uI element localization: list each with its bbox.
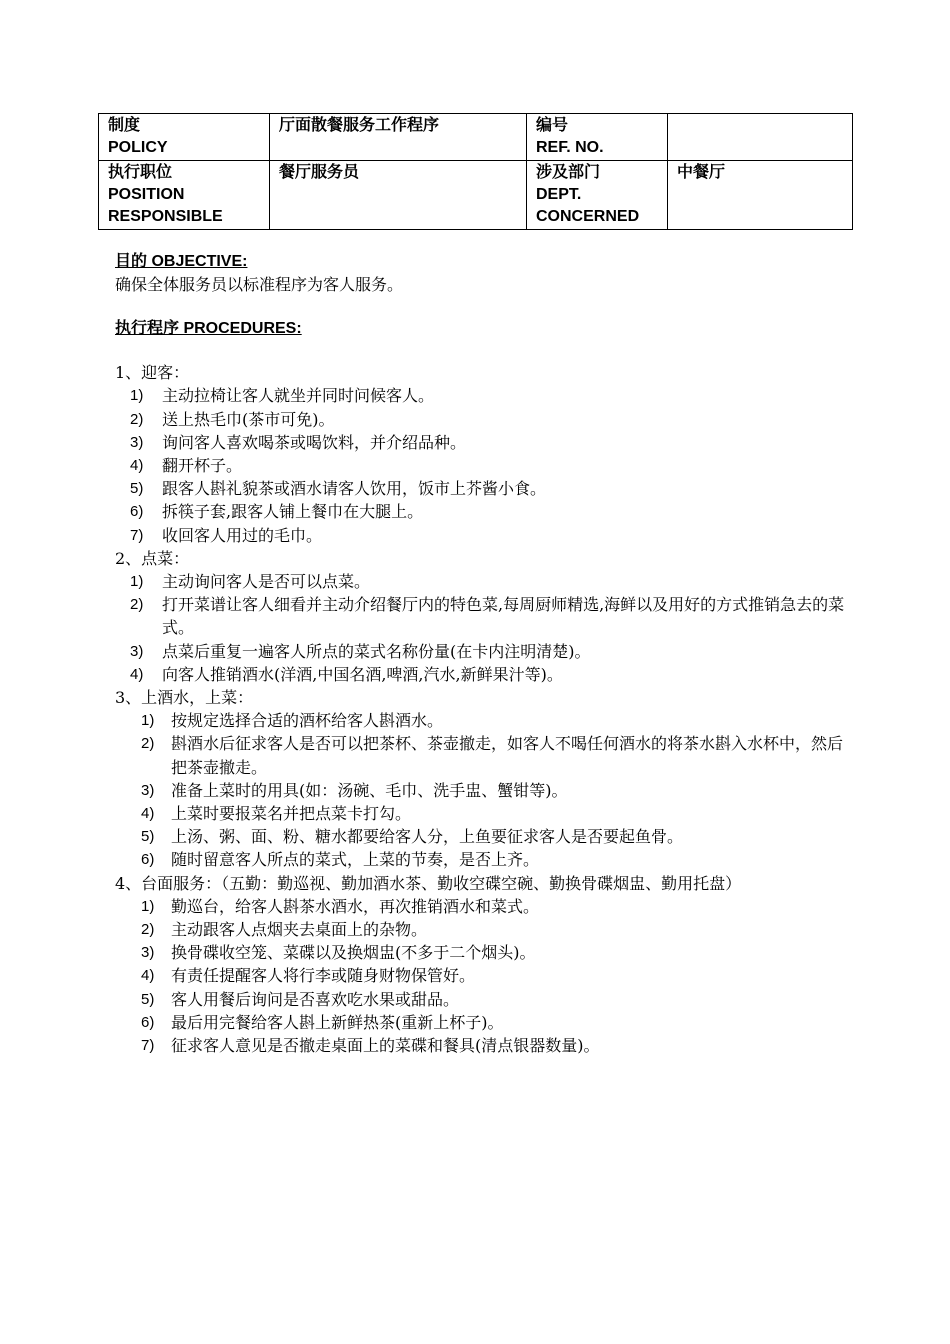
policy-label-cn: 制度 (108, 117, 141, 134)
list-item (115, 988, 855, 1011)
list-item (115, 640, 855, 663)
list-item (115, 732, 855, 778)
item-text: 最后用完餐给客人斟上新鲜热茶(重新上杯子)。 (171, 1012, 504, 1032)
list-item (115, 500, 855, 523)
item-number: 6) (141, 1013, 155, 1031)
item-number: 4) (130, 665, 144, 683)
item-number: 2) (130, 410, 144, 428)
section-item-list (115, 709, 855, 871)
section-item-list (115, 570, 855, 686)
section-title: 3、上酒水，上菜： (115, 688, 254, 708)
item-text: 主动跟客人点烟夹去桌面上的杂物。 (171, 920, 428, 940)
policy-value-cell (270, 114, 527, 161)
item-text: 主动拉椅让客人就坐并同时问候客人。 (162, 386, 435, 406)
list-item (115, 825, 855, 848)
header-row-position (99, 161, 853, 230)
policy-header-table (98, 113, 853, 230)
item-text: 客人用餐后询问是否喜欢吃水果或甜品。 (171, 989, 460, 1009)
item-number: 4) (141, 967, 155, 985)
objective-text: 确保全体服务员以标准程序为客人服务。 (115, 275, 404, 294)
item-text: 勤巡台，给客人斟茶水酒水，再次推销酒水和菜式。 (171, 896, 540, 916)
dept-label-en-1: DEPT. (536, 186, 582, 203)
document-body (115, 250, 855, 1057)
list-item (115, 802, 855, 825)
item-number: 5) (141, 828, 155, 846)
position-value: 餐厅服务员 (279, 164, 360, 181)
item-number: 4) (141, 805, 155, 823)
dept-label-en-2: CONCERNED (536, 208, 640, 225)
position-label-cn: 执行职位 (108, 164, 173, 181)
list-item (115, 964, 855, 987)
section-item-list (115, 895, 855, 1057)
list-item (115, 663, 855, 686)
item-number: 6) (130, 503, 144, 521)
ref-no-value-cell (668, 114, 853, 161)
list-item (115, 918, 855, 941)
item-number: 3) (130, 433, 144, 451)
item-number: 2) (141, 735, 155, 753)
item-number: 6) (141, 851, 155, 869)
item-text: 准备上菜时的用具(如：汤碗、毛巾、洗手盅、蟹钳等)。 (171, 780, 568, 800)
dept-label-cn: 涉及部门 (536, 164, 601, 181)
dept-value-cell (668, 161, 853, 230)
item-number: 1) (141, 712, 155, 730)
policy-label-en: POLICY (108, 139, 168, 156)
ref-no-label-en: REF. NO. (536, 139, 604, 156)
objective-heading: 目的 OBJECTIVE: (115, 253, 248, 270)
item-text: 换骨碟收空笼、菜碟以及换烟盅(不多于二个烟头)。 (171, 943, 536, 963)
list-item (115, 384, 855, 407)
section-title: 2、点菜： (115, 548, 190, 568)
list-item (115, 408, 855, 431)
list-item (115, 477, 855, 500)
item-text: 收回客人用过的毛巾。 (162, 525, 323, 545)
list-item (115, 431, 855, 454)
item-number: 2) (130, 596, 144, 614)
list-item (115, 1011, 855, 1034)
item-text: 点菜后重复一遍客人所点的菜式名称份量(在卡内注明清楚)。 (162, 641, 591, 661)
item-number: 7) (130, 526, 144, 544)
item-text: 斟酒水后征求客人是否可以把茶杯、茶壶撤走，如客人不喝任何酒水的将茶水斟入水杯中，然后把茶壶撤走。 (171, 734, 844, 777)
section-title: 4、台面服务：（五勤：勤巡视、勤加酒水茶、勤收空碟空碗、勤换骨碟烟盅、勤用托盘） (115, 873, 742, 893)
item-text: 打开菜谱让客人细看并主动介绍餐厅内的特色菜,每周厨师精选,海鲜以及用好的方式推销急去的菜式。 (162, 595, 845, 638)
item-number: 1) (130, 573, 144, 591)
list-item (115, 593, 855, 639)
item-number: 2) (141, 921, 155, 939)
item-text: 跟客人斟礼貌茶或酒水请客人饮用，饭市上芥酱小食。 (162, 479, 547, 499)
item-number: 3) (141, 944, 155, 962)
item-text: 送上热毛巾(茶市可免)。 (162, 409, 335, 429)
dept-value: 中餐厅 (677, 164, 726, 181)
item-text: 随时留意客人所点的菜式，上菜的节奏，是否上齐。 (171, 850, 540, 870)
item-number: 1) (141, 897, 155, 915)
section-item-list (115, 384, 855, 546)
position-value-cell (270, 161, 527, 230)
item-number: 3) (141, 781, 155, 799)
item-text: 征求客人意见是否撤走桌面上的菜碟和餐具(清点银器数量)。 (171, 1036, 600, 1056)
list-item (115, 1034, 855, 1057)
item-text: 向客人推销酒水(洋酒,中国名酒,啤酒,汽水,新鲜果汁等)。 (162, 664, 563, 684)
list-item (115, 524, 855, 547)
ref-no-label-cn: 编号 (536, 117, 569, 134)
position-label-cell (99, 161, 270, 230)
list-item (115, 848, 855, 871)
item-number: 5) (141, 990, 155, 1008)
item-text: 有责任提醒客人将行李或随身财物保管好。 (171, 966, 476, 986)
list-item (115, 779, 855, 802)
policy-value: 厅面散餐服务工作程序 (279, 117, 440, 134)
policy-label-cell (99, 114, 270, 161)
list-item (115, 895, 855, 918)
item-number: 1) (130, 387, 144, 405)
list-item (115, 454, 855, 477)
list-item (115, 709, 855, 732)
list-item (115, 570, 855, 593)
dept-label-cell (527, 161, 668, 230)
position-label-en-1: POSITION (108, 186, 185, 203)
item-number: 4) (130, 457, 144, 475)
item-number: 3) (130, 642, 144, 660)
header-row-policy (99, 114, 853, 161)
item-text: 上汤、粥、面、粉、糖水都要给客人分，上鱼要征求客人是否要起鱼骨。 (171, 827, 684, 847)
section-title: 1、迎客： (115, 363, 190, 383)
item-text: 翻开杯子。 (162, 456, 243, 476)
item-text: 按规定选择合适的酒杯给客人斟酒水。 (171, 711, 444, 731)
ref-no-label-cell (527, 114, 668, 161)
item-text: 拆筷子套,跟客人铺上餐巾在大腿上。 (162, 502, 424, 522)
item-text: 上菜时要报菜名并把点菜卡打勾。 (171, 804, 412, 824)
position-label-en-2: RESPONSIBLE (108, 208, 223, 225)
list-item (115, 941, 855, 964)
item-number: 7) (141, 1037, 155, 1055)
item-number: 5) (130, 480, 144, 498)
item-text: 询问客人喜欢喝茶或喝饮料，并介绍品种。 (162, 432, 467, 452)
item-text: 主动询问客人是否可以点菜。 (162, 572, 371, 592)
procedures-sections (115, 361, 855, 1057)
procedures-heading: 执行程序 PROCEDURES: (115, 320, 302, 338)
